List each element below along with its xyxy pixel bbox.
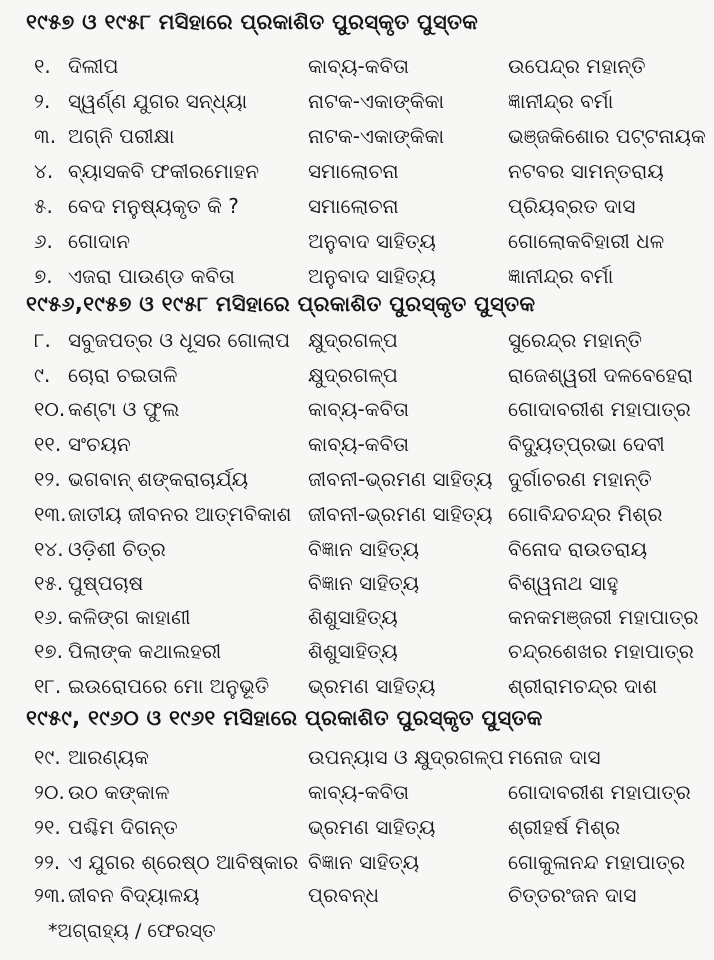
item-number: ୧୭. xyxy=(34,639,64,663)
section-heading-1959-1961: ୧୯୫୯, ୧୯୬୦ ଓ ୧୯୬୧ ମସିହାରେ ପ୍ରକାଶିତ ପୁରସ୍କୃତ ପୁସ୍ତକ xyxy=(26,706,543,730)
book-genre: ଭ୍ରମଣ ସାହିତ୍ୟ xyxy=(308,815,436,839)
book-title: କଳିଙ୍ଗ କାହାଣୀ xyxy=(68,605,191,629)
list-item xyxy=(0,878,714,912)
book-genre: ଅନୁବାଦ ସାହିତ୍ୟ xyxy=(308,264,436,288)
book-genre: ନାଟକ-ଏକାଙ୍କିକା xyxy=(308,89,445,113)
list-item xyxy=(0,775,714,809)
item-number: ୨୦. xyxy=(34,780,65,804)
item-number: ୫. xyxy=(34,194,53,218)
book-author: ଚିତ୍ତରଂଜନ ଦାସ xyxy=(508,883,637,907)
book-genre: ବିଜ୍ଞାନ ସାହିତ୍ୟ xyxy=(308,571,420,595)
item-number: ୯. xyxy=(34,363,51,387)
book-author: ବିଦ୍ୟୁତ୍‌ପ୍ରଭା ଦେବୀ xyxy=(508,432,665,456)
book-title: ଜାତୀୟ ଜୀବନର ଆତ୍ମବିକାଶ xyxy=(68,502,292,526)
section-heading-1956-1958: ୧୯୫୬,୧୯୫୭ ଓ ୧୯୫୮ ମସିହାରେ ପ୍ରକାଶିତ ପୁରସ୍କୃତ ପୁସ୍ତକ xyxy=(26,292,536,316)
item-number: ୨. xyxy=(34,89,51,113)
list-item xyxy=(0,740,714,774)
book-title: ଭଗବାନ୍ ଶଙ୍କରାଚାର୍ଯ୍ୟ xyxy=(68,467,249,491)
list-item xyxy=(0,566,714,600)
book-genre: ଅନୁବାଦ ସାହିତ୍ୟ xyxy=(308,229,436,253)
list-item xyxy=(0,669,714,703)
book-author: ଶ୍ରୀହର୍ଷ ମିଶ୍ର xyxy=(508,815,621,839)
list-item xyxy=(0,84,714,118)
footnote: *ଅଗ୍ରାହ୍ୟ / ଫେରସ୍ତ xyxy=(48,920,216,942)
item-number: ୧୫. xyxy=(34,571,64,595)
book-genre: ଶିଶୁସାହିତ୍ୟ xyxy=(308,639,398,663)
book-genre: କାବ୍ୟ-କବିତା xyxy=(308,397,410,421)
list-item xyxy=(0,532,714,566)
book-author: ସୁରେନ୍ଦ୍ର ମହାନ୍ତି xyxy=(508,328,643,352)
book-title: କଣ୍ଟା ଓ ଫୁଲ xyxy=(68,397,180,421)
item-number: ୩. xyxy=(34,124,57,148)
book-author: ବିଶ୍ୱନାଥ ସାହୁ xyxy=(508,571,619,595)
book-author: ଜ୍ଞାନୀନ୍ଦ୍ର ବର୍ମା xyxy=(508,89,614,113)
item-number: ୧୧. xyxy=(34,432,62,456)
book-genre: ପ୍ରବନ୍ଧ xyxy=(308,883,380,907)
book-title: ପିଲାଙ୍କ କଥାଲହରୀ xyxy=(68,639,222,663)
item-number: ୨୩. xyxy=(34,883,67,907)
book-title: ସଂଚୟନ xyxy=(68,432,131,456)
list-item xyxy=(0,224,714,258)
book-title: ଓଡ଼ିଶୀ ଚିତ୍ର xyxy=(68,537,166,561)
book-genre: ଭ୍ରମଣ ସାହିତ୍ୟ xyxy=(308,674,436,698)
book-genre: ସମାଲୋଚନା xyxy=(308,194,399,218)
section-heading-1957-1958: ୧୯୫୭ ଓ ୧୯୫୮ ମସିହାରେ ପ୍ରକାଶିତ ପୁରସ୍କୃତ ପୁସ୍ତକ xyxy=(26,10,479,34)
book-genre: କାବ୍ୟ-କବିତା xyxy=(308,780,410,804)
book-genre: କାବ୍ୟ-କବିତା xyxy=(308,432,410,456)
book-genre: ବିଜ୍ଞାନ ସାହିତ୍ୟ xyxy=(308,537,420,561)
list-item xyxy=(0,119,714,153)
list-item xyxy=(0,462,714,496)
book-author: ଗୋଦାବରୀଶ ମହାପାତ୍ର xyxy=(508,397,691,421)
book-title: ଉଠ କଙ୍କାଳ xyxy=(68,780,170,804)
book-genre: ଉପନ୍ୟାସ ଓ କ୍ଷୁଦ୍ରଗଳ୍ପ xyxy=(308,745,504,769)
book-author: ଉପେନ୍ଦ୍ର ମହାନ୍ତି xyxy=(508,54,646,78)
book-title: ସବୁଜପତ୍ର ଓ ଧୂସର ଗୋଲାପ xyxy=(68,328,291,352)
book-genre: ଜୀବନୀ-ଭ୍ରମଣ ସାହିତ୍ୟ xyxy=(308,467,493,491)
book-author: ପ୍ରିୟବ୍ରତ ଦାସ xyxy=(508,194,636,218)
item-number: ୮. xyxy=(34,328,51,352)
book-title: ଚୋରା ଚଇତାଳି xyxy=(68,363,178,387)
book-author: ଗୋଦାବରୀଶ ମହାପାତ୍ର xyxy=(508,780,691,804)
book-genre: ଶିଶୁସାହିତ୍ୟ xyxy=(308,605,398,629)
item-number: ୭. xyxy=(34,264,53,288)
item-number: ୨୨. xyxy=(34,850,61,874)
book-genre: କ୍ଷୁଦ୍ରଗଳ୍ପ xyxy=(308,363,398,387)
item-number: ୧୦. xyxy=(34,397,66,421)
list-item xyxy=(0,600,714,634)
book-author: ମନୋଜ ଦାସ xyxy=(508,745,601,769)
book-title: ବ୍ୟାସକବି ଫକୀରମୋହନ xyxy=(68,159,259,183)
book-author: ନଟବର ସାମନ୍ତରାୟ xyxy=(508,159,664,183)
book-title: ପୁଷ୍ପଚାଷ xyxy=(68,571,144,595)
book-title: ଇଉରୋପରେ ମୋ ଅନୁଭୂତି xyxy=(68,674,270,698)
book-title: ବେଦ ମନୁଷ୍ୟକୃତ କି ? xyxy=(68,194,239,218)
list-item xyxy=(0,810,714,844)
list-item xyxy=(0,497,714,531)
list-item xyxy=(0,323,714,357)
list-item xyxy=(0,189,714,223)
book-title: ସ୍ୱର୍ଣ୍ଣ ଯୁଗର ସନ୍ଧ୍ୟା xyxy=(68,89,248,113)
item-number: ୧୨. xyxy=(34,467,61,491)
item-number: ୬. xyxy=(34,229,53,253)
book-title: ଗୋଦାନ xyxy=(68,229,131,253)
book-author: ଦୁର୍ଗାଚରଣ ମହାନ୍ତି xyxy=(508,467,652,491)
book-title: ଆରଣ୍ୟକ xyxy=(68,745,149,769)
list-item xyxy=(0,392,714,426)
book-author: ଗୋଲୋକବିହାରୀ ଧଳ xyxy=(508,229,665,253)
list-item xyxy=(0,634,714,668)
list-item xyxy=(0,845,714,879)
book-genre: କାବ୍ୟ-କବିତା xyxy=(308,54,410,78)
book-genre: ନାଟକ-ଏକାଙ୍କିକା xyxy=(308,124,445,148)
book-author: ଭଞ୍ଜକିଶୋର ପଟ୍ଟନାୟକ xyxy=(508,124,706,148)
item-number: ୨୧. xyxy=(34,815,61,839)
item-number: ୧୩. xyxy=(34,502,67,526)
item-number: ୪. xyxy=(34,159,54,183)
book-author: ଶ୍ରୀରାମଚନ୍ଦ୍ର ଦାଶ xyxy=(508,674,658,698)
list-item xyxy=(0,49,714,83)
item-number: ୧୯. xyxy=(34,745,61,769)
item-number: ୧. xyxy=(34,54,51,78)
list-item xyxy=(0,358,714,392)
item-number: ୧୮. xyxy=(34,674,62,698)
book-genre: ବିଜ୍ଞାନ ସାହିତ୍ୟ xyxy=(308,850,420,874)
list-item xyxy=(0,259,714,293)
book-author: ରାଜେଶ୍ୱରୀ ଦଳବେହେରା xyxy=(508,363,694,387)
book-title: ପଶ୍ଚିମ ଦିଗନ୍ତ xyxy=(68,815,178,839)
list-item xyxy=(0,154,714,188)
book-genre: ସମାଲୋଚନା xyxy=(308,159,399,183)
book-title: ଏଜରା ପାଉଣ୍ଡ କବିତା xyxy=(68,264,235,288)
book-genre: କ୍ଷୁଦ୍ରଗଳ୍ପ xyxy=(308,328,398,352)
book-author: ଗୋକୁଳାନନ୍ଦ ମହାପାତ୍ର xyxy=(508,850,686,874)
book-author: ବିନୋଦ ରାଉତରାୟ xyxy=(508,537,648,561)
book-genre: ଜୀବନୀ-ଭ୍ରମଣ ସାହିତ୍ୟ xyxy=(308,502,493,526)
book-title: ଜୀବନ ବିଦ୍ୟାଳୟ xyxy=(68,883,200,907)
list-item xyxy=(0,427,714,461)
book-author: କନକମଞ୍ଜରୀ ମହାପାତ୍ର xyxy=(508,605,699,629)
book-title: ଦିଲୀପ xyxy=(68,54,119,78)
book-title: ଏ ଯୁଗର ଶ୍ରେଷ୍ଠ ଆବିଷ୍କାର xyxy=(68,850,299,874)
book-author: ଜ୍ଞାନୀନ୍ଦ୍ର ବର୍ମା xyxy=(508,264,614,288)
book-author: ଚନ୍ଦ୍ରଶେଖର ମହାପାତ୍ର xyxy=(508,639,694,663)
book-title: ଅଗ୍ନି ପରୀକ୍ଷା xyxy=(68,124,175,148)
book-author: ଗୋବିନ୍ଦଚନ୍ଦ୍ର ମିଶ୍ର xyxy=(508,502,663,526)
item-number: ୧୪. xyxy=(34,537,64,561)
item-number: ୧୬. xyxy=(34,605,64,629)
